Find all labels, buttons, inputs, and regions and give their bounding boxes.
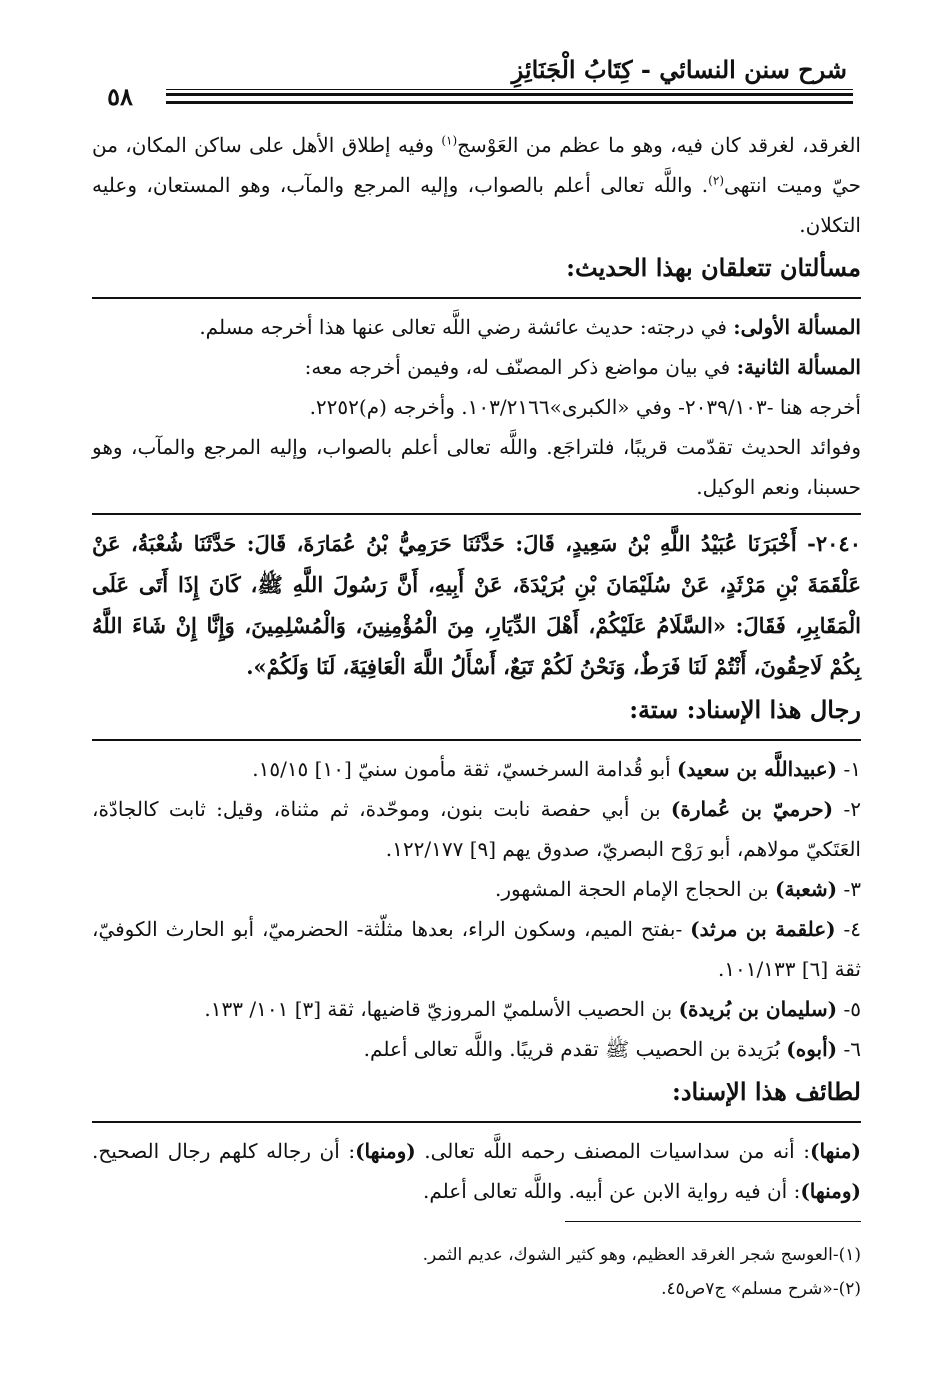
footnote-ref-2[interactable]: (٢): [708, 173, 724, 188]
narrators-list: [92, 749, 861, 1069]
section-divider: [92, 1121, 861, 1123]
running-title: شرح سنن النسائي - كِتَابُ الْجَنَائِزِ: [511, 55, 847, 84]
intro-paragraph: الغرقد، لغرقد كان فيه، وهو ما عظم من العَوْسج$^{(١)}$ وفيه إطلاق الأهل على ساكن المكان، من حيّ وميت انتهى$^{(٢)}$. واللَّه تعالى أعلم بالصواب، وإليه المرجع والمآب، وهو المستعان، وعليه التكلان.: [92, 133, 861, 237]
footnote-separator: [565, 1221, 861, 1222]
issue-two-label: المسألة الثانية:: [736, 355, 861, 379]
section-heading-issues: مسألتان تتعلقان بهذا الحديث:: [566, 253, 861, 282]
footnote-ref-1[interactable]: (١): [441, 133, 458, 148]
page-header: [90, 55, 853, 115]
issue-two: المسألة الثانية: في بيان مواضع ذكر المصنّف له، وفيمن أخرجه معه:: [304, 355, 861, 379]
issue-one: المسألة الأولى: في درجته: حديث عائشة رضي اللَّه تعالى عنها هذا أخرجه مسلم.: [199, 315, 861, 339]
narrator-item: ١- (عبيداللَّه بن سعيد) أبو قُدامة السرخسيّ، ثقة مأمون سنيّ [١٠] ١٥/١٥.: [252, 757, 861, 781]
header-rule-thin: [166, 89, 853, 90]
section-divider: [92, 513, 861, 515]
header-rule-top: [166, 93, 853, 96]
section-divider: [92, 297, 861, 299]
page-number: ٥٨: [107, 82, 133, 111]
subtleties-paragraph: (منها): أنه من سداسيات المصنف رحمه اللَّه تعالى. (ومنها): أن رجاله كلهم رجال الصحيح. (ومنها): أن فيه رواية الابن عن أبيه. واللَّه تعالى أعلم.: [92, 1139, 861, 1203]
header-rule-bottom: [166, 101, 853, 104]
issue-two-detail: أخرجه هنا -٢٠٣٩/١٠٣- وفي «الكبرى»١٠٣/٢١٦٦. وأخرجه (م)٢٢٥٢.: [309, 395, 861, 419]
page-body: [92, 125, 861, 1211]
narrator-item: ٥- (سليمان بن بُريدة) بن الحصيب الأسلميّ المروزيّ قاضيها، ثقة [٣] ١٠١/ ١٣٣.: [204, 997, 861, 1021]
narrator-item: ٤- (علقمة بن مرثد) -بفتح الميم، وسكون الراء، بعدها مثلّثة- الحضرميّ، أبو الحارث الكوفيّ، ثقة [٦] ١٠١/١٣٣.: [92, 917, 861, 981]
footnote-1: (١)-العوسج شجر الغرقد العظيم، وهو كثير الشوك، عديم الثمر.: [422, 1245, 861, 1265]
section-heading-narrators: رجال هذا الإسناد: ستة:: [629, 695, 861, 724]
section-divider: [92, 739, 861, 741]
narrator-item: ٢- (حرميّ بن عُمارة) بن أبي حفصة نابت بنون، وموحّدة، ثم مثناة، وقيل: ثابت كالجادّة، العَتَكيّ مولاهم، أبو رَوْح البصريّ، صدوق يهم [٩] ١٢٢/١٧٧.: [92, 797, 861, 861]
footnotes: [92, 1238, 861, 1306]
section-heading-subtleties: لطائف هذا الإسناد:: [671, 1077, 861, 1106]
narrator-item: ٣- (شعبة) بن الحجاج الإمام الحجة المشهور.: [495, 877, 861, 901]
issue-one-label: المسألة الأولى:: [733, 315, 861, 339]
benefits-paragraph: وفوائد الحديث تقدّمت قريبًا، فلتراجَع. واللَّه تعالى أعلم بالصواب، وإليه المرجع والمآب، وهو حسبنا، ونعم الوكيل.: [92, 435, 861, 499]
hadith-text: ٢٠٤٠- أَخْبَرَنَا عُبَيْدُ اللَّهِ بْنُ سَعِيدٍ، قَالَ: حَدَّثَنَا حَرَمِيُّ بْنُ عُمَارَةَ، قَالَ: حَدَّثَنَا شُعْبَةُ، عَنْ عَلْقَمَةَ بْنِ مَرْثَدٍ، عَنْ سُلَيْمَانَ بْنِ بُرَيْدَةَ، عَنْ أَبِيهِ، أَنَّ رَسُولَ اللَّهِ ﷺ، كَانَ إِذَا أَتَى عَلَى الْمَقَابِرِ، فَقَالَ: «السَّلَامُ عَلَيْكُمْ، أَهْلَ الدِّيَارِ، مِنَ الْمُؤْمِنِينَ، وَالْمُسْلِمِينَ، وَإِنَّا إِنْ شَاءَ اللَّهُ بِكُمْ لَاحِقُونَ، أَنْتُمْ لَنَا فَرَطٌ، وَنَحْنُ لَكُمْ تَبَعٌ، أَسْأَلُ اللَّهَ الْعَافِيَةَ، لَنَا وَلَكُمْ».: [92, 531, 861, 679]
narrator-item: ٦- (أبوه) بُرَيدة بن الحصيب ﷺ تقدم قريبًا. واللَّه تعالى أعلم.: [363, 1037, 861, 1061]
footnote-2: (٢)-«شرح مسلم» ج٧ص٤٥.: [661, 1279, 861, 1299]
